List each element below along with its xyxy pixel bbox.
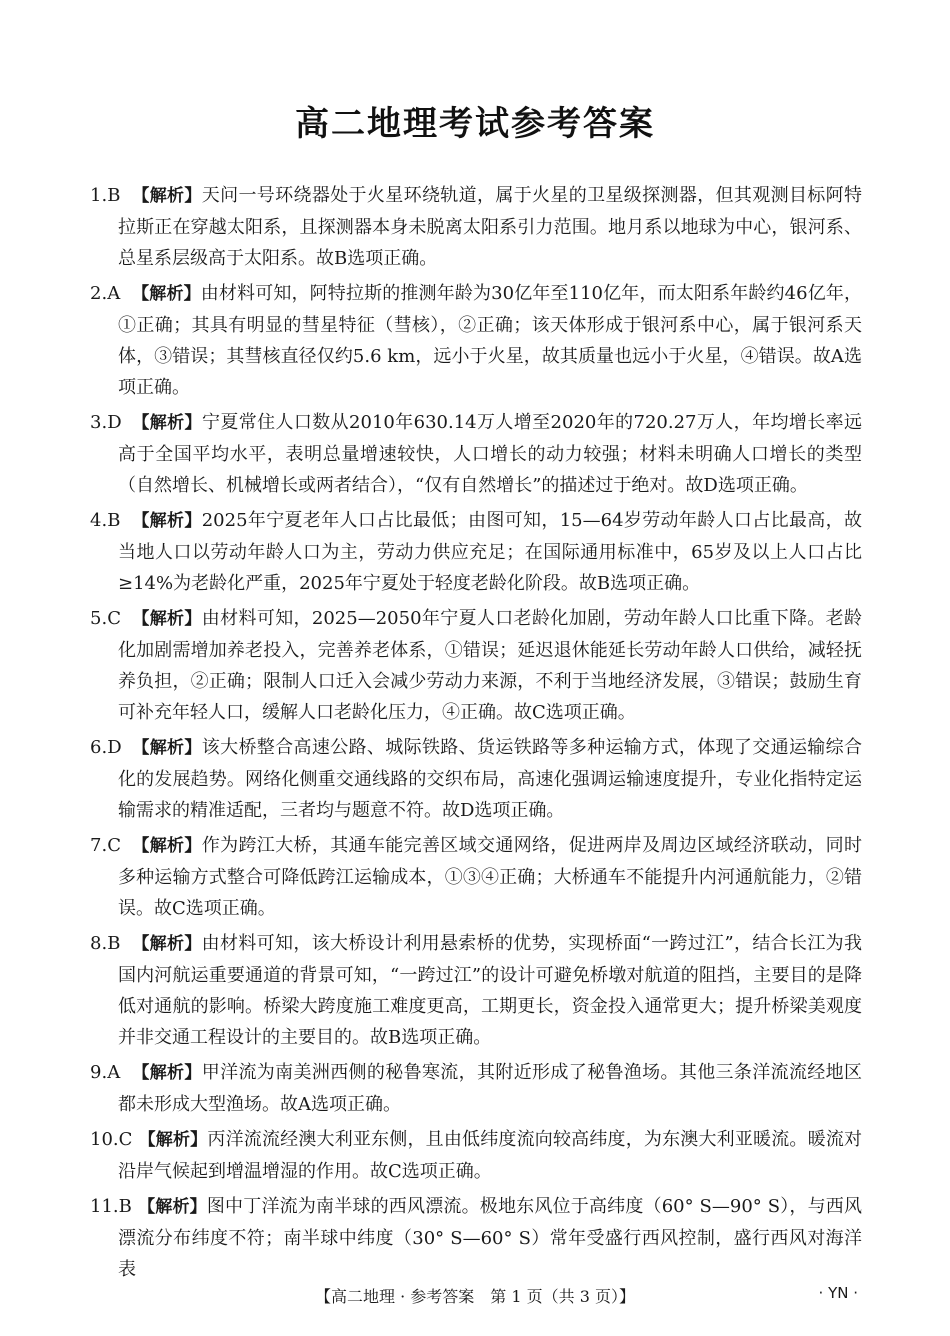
answer-item xyxy=(90,505,862,599)
answer-text: 宁夏常住人口数从2010年630.14万人增至2020年的720.27万人，年均增长率远高于全国平均水平，表明总量增速较快，人口增长的动力较强；材料未明确人口增长的类型（自然增长、机械增长或两者结合），“仅有自然增长”的描述过于绝对。故D选项正确。 xyxy=(118,412,863,496)
answer-text: 由材料可知，2025—2050年宁夏人口老龄化加剧，劳动年龄人口比重下降。老龄化加剧需增加养老投入，完善养老体系，①错误；延迟退休能延长劳动年龄人口供给，减轻抚养负担，②正确；限制人口迁入会减少劳动力来源，不利于当地经济发展，③错误；鼓励生育可补充年轻人口，缓解人口老龄化压力，④正确。故C选项正确。 xyxy=(118,608,863,723)
answer-item xyxy=(90,603,862,728)
answer-number: 4. xyxy=(90,510,108,531)
analysis-tag: 【解析】 xyxy=(132,609,202,629)
answer-item xyxy=(90,1057,862,1120)
answer-item xyxy=(90,407,862,501)
answer-choice: B xyxy=(107,933,121,954)
analysis-tag: 【解析】 xyxy=(138,1130,208,1150)
analysis-tag: 【解析】 xyxy=(132,836,202,856)
answer-number: 2. xyxy=(90,283,108,304)
answer-choice: B xyxy=(107,510,121,531)
analysis-tag: 【解析】 xyxy=(132,284,201,304)
answer-number: 7. xyxy=(90,835,108,856)
answer-choice: D xyxy=(107,412,122,433)
analysis-tag: 【解析】 xyxy=(132,413,202,433)
answer-number: 5. xyxy=(90,608,108,629)
answer-choice: C xyxy=(107,835,121,856)
analysis-tag: 【解析】 xyxy=(132,511,202,531)
answer-number: 1. xyxy=(90,185,108,206)
analysis-tag: 【解析】 xyxy=(132,1063,202,1083)
page-title: 高二地理考试参考答案 xyxy=(295,104,655,144)
answer-text: 由材料可知，该大桥设计利用悬索桥的优势，实现桥面“一跨过江”，结合长江为我国内河航运重要通道的背景可知，“一跨过江”的设计可避免桥墩对航道的阻挡，主要目的是降低对通航的影响。桥梁大跨度施工难度更高，工期更长，资金投入通常更大；提升桥梁美观度并非交通工程设计的主要目的。故B选项正确。 xyxy=(118,933,863,1048)
answer-choice: A xyxy=(107,283,121,304)
answer-number: 11. xyxy=(90,1196,119,1217)
answer-text: 2025年宁夏老年人口占比最低；由图可知，15—64岁劳动年龄人口占比最高，故当地人口以劳动年龄人口为主，劳动力供应充足；在国际通用标准中，65岁及以上人口占比≥14%为老龄化严重，2025年宁夏处于轻度老龄化阶段。故B选项正确。 xyxy=(118,510,862,594)
analysis-tag: 【解析】 xyxy=(132,186,202,206)
answer-choice: A xyxy=(107,1062,121,1083)
answer-item xyxy=(90,732,862,826)
answer-text: 由材料可知，阿特拉斯的推测年龄为30亿年至110亿年，而太阳系年龄约46亿年，①正确；其具有明显的彗星特征（彗核），②正确；该天体形成于银河系中心，属于银河系天体，③错误；其彗核直径仅约5.6 km，远小于火星，故其质量也远小于火星，④错误。故A选项正确。 xyxy=(118,283,862,398)
answer-number: 3. xyxy=(90,412,108,433)
footer-page-info: 【高二地理 · 参考答案 第 1 页（共 3 页）】 xyxy=(315,1287,635,1306)
answer-number: 6. xyxy=(90,737,108,758)
answer-number: 8. xyxy=(90,933,108,954)
footer-code: · YN · xyxy=(818,1284,858,1302)
page-footer xyxy=(0,1282,950,1312)
answer-text: 天问一号环绕器处于火星环绕轨道，属于火星的卫星级探测器，但其观测目标阿特拉斯正在穿越太阳系，且探测器本身未脱离太阳系引力范围。地月系以地球为中心，银河系、总星系层级高于太阳系。故B选项正确。 xyxy=(118,185,862,269)
analysis-tag: 【解析】 xyxy=(132,934,202,954)
answer-list xyxy=(90,180,862,1289)
answer-number: 10. xyxy=(90,1129,119,1150)
answer-number: 9. xyxy=(90,1062,108,1083)
answer-item xyxy=(90,1191,862,1285)
answer-choice: B xyxy=(118,1196,132,1217)
answer-item xyxy=(90,1124,862,1187)
answer-item xyxy=(90,180,862,274)
analysis-tag: 【解析】 xyxy=(137,1197,207,1217)
answer-text: 甲洋流为南美洲西侧的秘鲁寒流，其附近形成了秘鲁渔场。其他三条洋流流经地区都未形成大型渔场。故A选项正确。 xyxy=(118,1062,862,1115)
answer-item xyxy=(90,928,862,1053)
answer-text: 作为跨江大桥，其通车能完善区域交通网络，促进两岸及周边区域经济联动，同时多种运输方式整合可降低跨江运输成本，①③④正确；大桥通车不能提升内河通航能力，②错误。故C选项正确。 xyxy=(118,835,862,919)
answer-choice: B xyxy=(107,185,121,206)
analysis-tag: 【解析】 xyxy=(132,738,202,758)
answer-text: 该大桥整合高速公路、城际铁路、货运铁路等多种运输方式，体现了交通运输综合化的发展趋势。网络化侧重交通线路的交织布局，高速化强调运输速度提升，专业化指特定运输需求的精准适配，三者均与题意不符。故D选项正确。 xyxy=(118,737,862,821)
answer-choice: C xyxy=(118,1129,133,1150)
answer-text: 图中丁洋流为南半球的西风漂流。极地东风位于高纬度（60° S—90° S），与西风漂流分布纬度不符；南半球中纬度（30° S—60° S）常年受盛行西风控制，盛行西风对海洋表 xyxy=(118,1196,862,1280)
answer-item xyxy=(90,278,862,403)
answer-text: 丙洋流流经澳大利亚东侧，且由低纬度流向较高纬度，为东澳大利亚暖流。暖流对沿岸气候起到增温增湿的作用。故C选项正确。 xyxy=(118,1129,863,1182)
answer-choice: D xyxy=(107,737,122,758)
answer-choice: C xyxy=(107,608,121,629)
answer-item xyxy=(90,830,862,924)
